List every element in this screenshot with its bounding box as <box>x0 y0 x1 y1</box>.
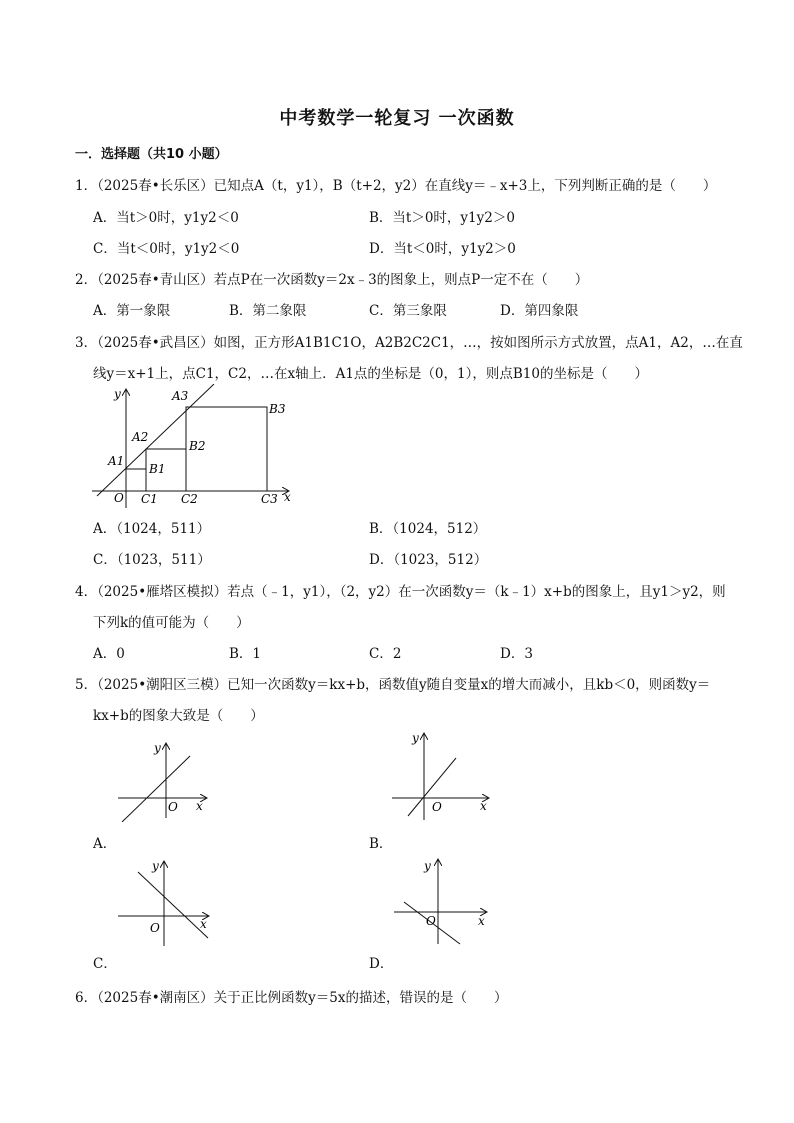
fig-label-a1: A1 <box>108 454 125 468</box>
graph-a-y-label: y <box>154 741 161 755</box>
q2-option-b: B．第二象限 <box>229 303 307 319</box>
q3-squares-figure <box>92 384 302 510</box>
q4-option-d: D．3 <box>500 646 533 662</box>
fig-label-x: x <box>284 490 291 504</box>
graph-d-y-label: y <box>424 859 431 873</box>
q5-option-c: C． <box>93 956 117 972</box>
fig-label-b1: B1 <box>149 462 166 476</box>
graph-c-origin: O <box>150 921 160 935</box>
graph-b-x-label: x <box>480 799 487 813</box>
q2-stem: 2．（2025春•青山区）若点P在一次函数y＝2x﹣3的图象上，则点P一定不在（ ） <box>75 272 589 288</box>
page-title: 中考数学一轮复习 一次函数 <box>279 108 515 129</box>
q4-option-a: A．0 <box>93 646 125 662</box>
q4-option-b: B．1 <box>229 646 262 662</box>
q1-stem: 1．（2025春•长乐区）已知点A（t，y1），B（t+2，y2）在直线y＝﹣x+3上，下列判断正确的是（ ） <box>75 178 717 194</box>
q4-option-c: C．2 <box>369 646 402 662</box>
fig-label-c3: C3 <box>261 492 278 506</box>
q1-option-c: C．当t＜0时，y1y2＜0 <box>93 241 240 257</box>
graph-c-x-label: x <box>200 917 207 931</box>
fig-label-c1: C1 <box>141 492 158 506</box>
fig-label-y: y <box>114 387 121 401</box>
q2-option-a: A．第一象限 <box>93 303 171 319</box>
q5-option-a: A． <box>93 836 117 852</box>
q4-stem-line2: 下列k的值可能为（ ） <box>93 615 250 631</box>
graph-d-x-label: x <box>478 914 485 928</box>
square-1 <box>126 469 146 491</box>
q5-graph-d <box>392 856 492 948</box>
q1-option-a: A．当t＞0时，y1y2＜0 <box>93 210 239 226</box>
q3-option-a: A．（1024，511） <box>93 521 211 537</box>
q1-option-d: D．当t＜0时，y1y2＞0 <box>369 241 516 257</box>
q6-stem: 6．（2025春•潮南区）关于正比例函数y＝5x的描述，错误的是（ ） <box>75 990 508 1006</box>
fig-label-a3: A3 <box>172 389 189 403</box>
q2-option-c: C．第三象限 <box>369 303 447 319</box>
graph-b-origin: O <box>432 800 442 814</box>
q4-stem-line1: 4．（2025•雁塔区模拟）若点（﹣1，y1），（2，y2）在一次函数y＝（k﹣1）x+b的图象上，且y1＞y2，则 <box>75 584 726 600</box>
fig-label-c2: C2 <box>181 492 198 506</box>
graph-b-y-label: y <box>412 731 419 745</box>
q5-stem-line2: kx+b的图象大致是（ ） <box>93 708 264 724</box>
q2-option-d: D．第四象限 <box>500 303 579 319</box>
graph-d-origin: O <box>426 914 436 928</box>
fig-label-a2: A2 <box>132 430 149 444</box>
fig-label-b3: B3 <box>269 402 286 416</box>
q1-option-b: B．当t＞0时，y1y2＞0 <box>369 210 515 226</box>
q5-graph-a <box>116 738 212 822</box>
section-heading: 一．选择题（共10 小题） <box>75 147 228 162</box>
graph-a-origin: O <box>168 800 178 814</box>
q3-stem-line1: 3．（2025春•武昌区）如图，正方形A1B1C1O，A2B2C2C1，…，按如图所示方式放置，点A1，A2，…在直 <box>75 335 743 351</box>
q5-graph-b <box>392 730 492 822</box>
q3-option-d: D．（1023，512） <box>369 552 488 568</box>
graph-c-y-label: y <box>152 859 159 873</box>
graph-a-x-label: x <box>196 799 203 813</box>
q3-option-b: B．（1024，512） <box>369 521 487 537</box>
q3-option-c: C．（1023，511） <box>93 552 211 568</box>
q5-graph-c <box>116 858 212 948</box>
fig-label-b2: B2 <box>189 439 206 453</box>
q3-stem-line2: 线y＝x+1上，点C1，C2，…在x轴上．A1点的坐标是（0，1），则点B10的坐标是（ ） <box>93 366 648 382</box>
q5-option-b: B． <box>369 836 393 852</box>
fig-label-o: O <box>114 491 124 505</box>
q5-stem-line1: 5．（2025•潮阳区三模）已知一次函数y＝kx+b，函数值y随自变量x的增大而减小，且kb＜0，则函数y＝ <box>75 677 711 693</box>
q5-option-d: D． <box>369 956 394 972</box>
